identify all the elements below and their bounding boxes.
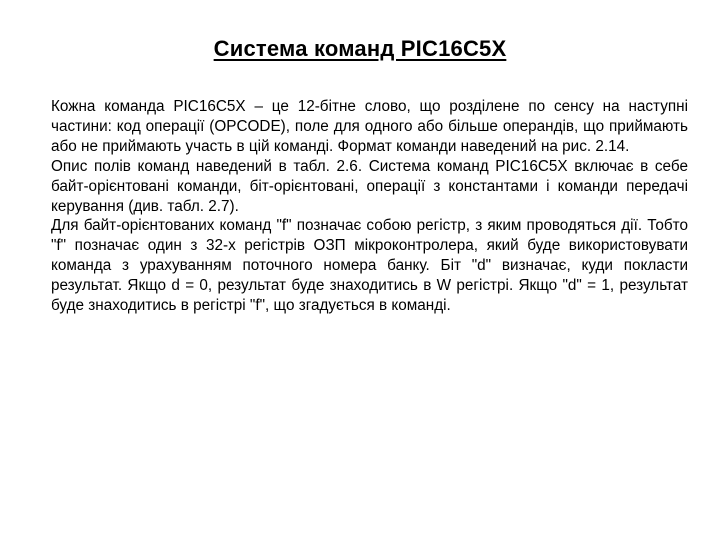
slide-title: Система команд PIC16C5X <box>213 36 507 61</box>
paragraph-command-fields: Опис полів команд наведений в табл. 2.6. Система команд PIC16C5X включає в себе байт-орієнтовані команди, біт-орієнтовані, операції з константами і команди передачі керування (див. табл. 2.7). <box>51 157 688 215</box>
paragraph-byte-oriented: Для байт-орієнтованих команд "f" позначає собою регістр, з яким проводяться дії. Тобто "f" позначає один з 32-х регістрів ОЗП мікроконтролера, який буде використовувати команда з урахуванням поточного номера банку. Біт "d" визначає, куди покласти результат. Якщо d = 0, результат буде знаходитись в W регістрі. Якщо "d" = 1, результат буде знаходитись в регістрі "f", що згадується в команді. <box>51 217 688 315</box>
slide-body <box>51 97 688 316</box>
paragraph-instruction-format: Кожна команда PIC16C5X – це 12-бітне слово, що розділене по сенсу на наступні частини: код операції (OPCODE), поле для одного або більше операндів, що приймають або не приймають участь в цій команді. Формат команди наведений на рис. 2.14. <box>51 98 688 155</box>
